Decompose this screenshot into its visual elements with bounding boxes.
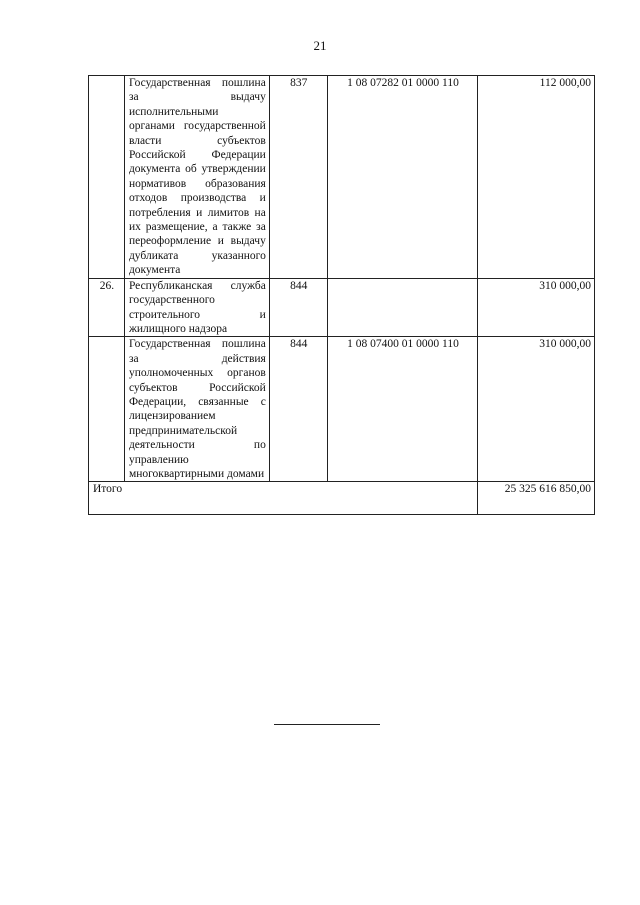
budget-classification-code: 1 08 07400 01 0000 110 <box>327 337 478 482</box>
admin-code: 844 <box>269 337 327 482</box>
row-amount: 112 000,00 <box>478 76 595 279</box>
row-description: Государственная пошлина за выдачу исполнительными органами государственной власти субъектов Российской Федерации документа об утверждении нормативов образования отходов производства и потребления и лимитов на их размещение, а также за переоформление и выдачу дубликата указанного документа <box>124 76 269 279</box>
table-row <box>89 278 595 337</box>
row-number <box>89 76 125 279</box>
row-description: Государственная пошлина за действия уполномоченных органов субъектов Российской Федерации, связанные с лицензированием предпринимательской деятельности по управлению многоквартирными домами <box>124 337 269 482</box>
row-amount: 310 000,00 <box>478 337 595 482</box>
total-label: Итого <box>89 482 478 515</box>
row-description: Республиканская служба государственного строительного и жилищного надзора <box>124 278 269 337</box>
row-number: 26. <box>89 278 125 337</box>
row-number <box>89 337 125 482</box>
admin-code: 837 <box>269 76 327 279</box>
row-amount: 310 000,00 <box>478 278 595 337</box>
budget-classification-code <box>327 278 478 337</box>
end-divider-line <box>274 724 380 725</box>
budget-classification-code: 1 08 07282 01 0000 110 <box>327 76 478 279</box>
total-amount: 25 325 616 850,00 <box>478 482 595 515</box>
table-row <box>89 337 595 482</box>
budget-table <box>88 75 595 515</box>
admin-code: 844 <box>269 278 327 337</box>
total-row <box>89 482 595 515</box>
table-row <box>89 76 595 279</box>
page-number: 21 <box>313 38 327 53</box>
